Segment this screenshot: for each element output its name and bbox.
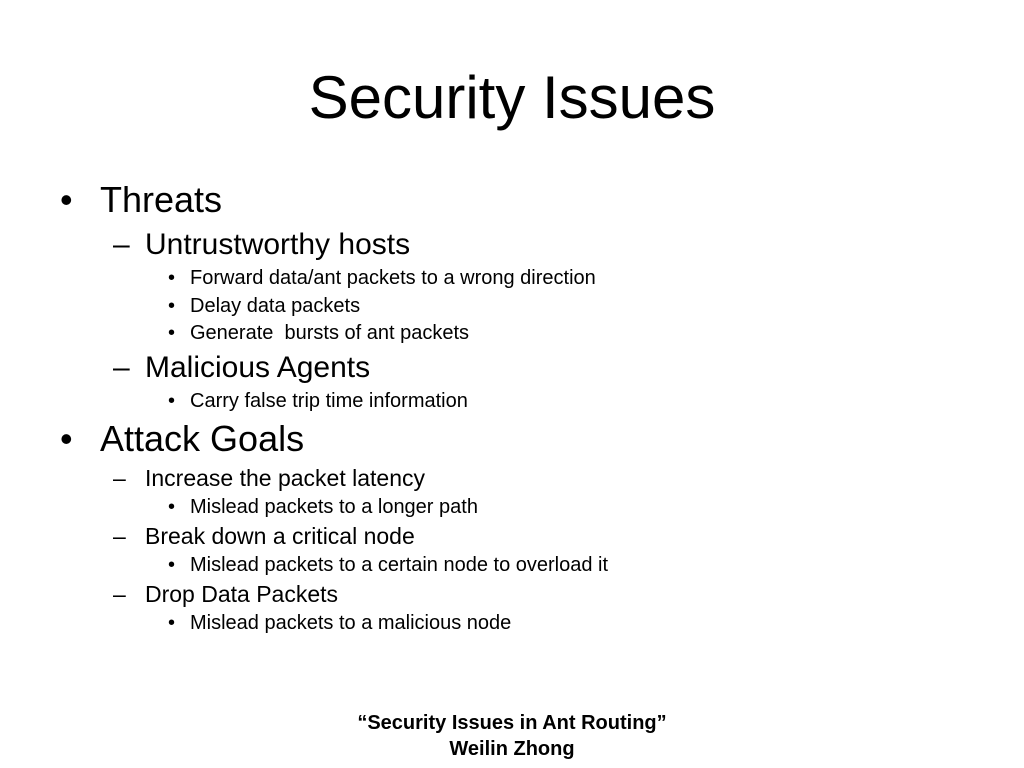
dash-marker: – [113, 523, 126, 549]
dash-marker: – [113, 228, 130, 261]
subbullet-label: Increase the packet latency [145, 465, 425, 491]
point-text: Mislead packets to a malicious node [190, 612, 512, 634]
point-item [168, 611, 511, 635]
point-text: Mislead packets to a longer path [190, 496, 478, 518]
subbullet-malicious-agents [113, 351, 370, 385]
citation [0, 710, 1024, 762]
bullet-marker: • [168, 554, 176, 576]
subbullet-untrustworthy-hosts [113, 228, 410, 262]
subbullet-increase-latency [113, 464, 425, 492]
point-text: Forward data/ant packets to a wrong direction [190, 267, 596, 289]
point-text: Delay data packets [190, 295, 361, 317]
point-item [168, 495, 478, 519]
point-item [168, 553, 608, 577]
bullet-marker: • [168, 496, 176, 518]
point-item [168, 321, 469, 345]
subbullet-drop-data-packets [113, 580, 338, 608]
bullet-attack-goals [60, 419, 304, 459]
subbullet-label: Untrustworthy hosts [145, 228, 411, 261]
bullet-marker: • [60, 179, 73, 220]
bullet-threats [60, 180, 222, 220]
point-item [168, 266, 596, 290]
dash-marker: – [113, 465, 126, 491]
point-text: Carry false trip time information [190, 390, 468, 412]
dash-marker: – [113, 351, 130, 384]
bullet-marker: • [168, 267, 176, 289]
bullet-label: Attack Goals [100, 418, 305, 459]
bullet-marker: • [168, 390, 176, 412]
subbullet-label: Malicious Agents [145, 351, 371, 384]
bullet-marker: • [168, 322, 176, 344]
point-text: Mislead packets to a certain node to overload it [190, 554, 609, 576]
citation-title: “Security Issues in Ant Routing” [357, 712, 667, 734]
dash-marker: – [113, 581, 126, 607]
subbullet-label: Drop Data Packets [145, 581, 339, 607]
bullet-label: Threats [100, 179, 223, 220]
subbullet-break-down-node [113, 522, 415, 550]
subbullet-label: Break down a critical node [145, 523, 415, 549]
bullet-marker: • [168, 295, 176, 317]
bullet-marker: • [60, 418, 73, 459]
citation-author: Weilin Zhong [449, 738, 575, 760]
bullet-marker: • [168, 612, 176, 634]
point-item [168, 294, 360, 318]
point-item [168, 389, 468, 413]
point-text: Generate bursts of ant packets [190, 322, 470, 344]
slide-title: Security Issues [308, 64, 716, 131]
